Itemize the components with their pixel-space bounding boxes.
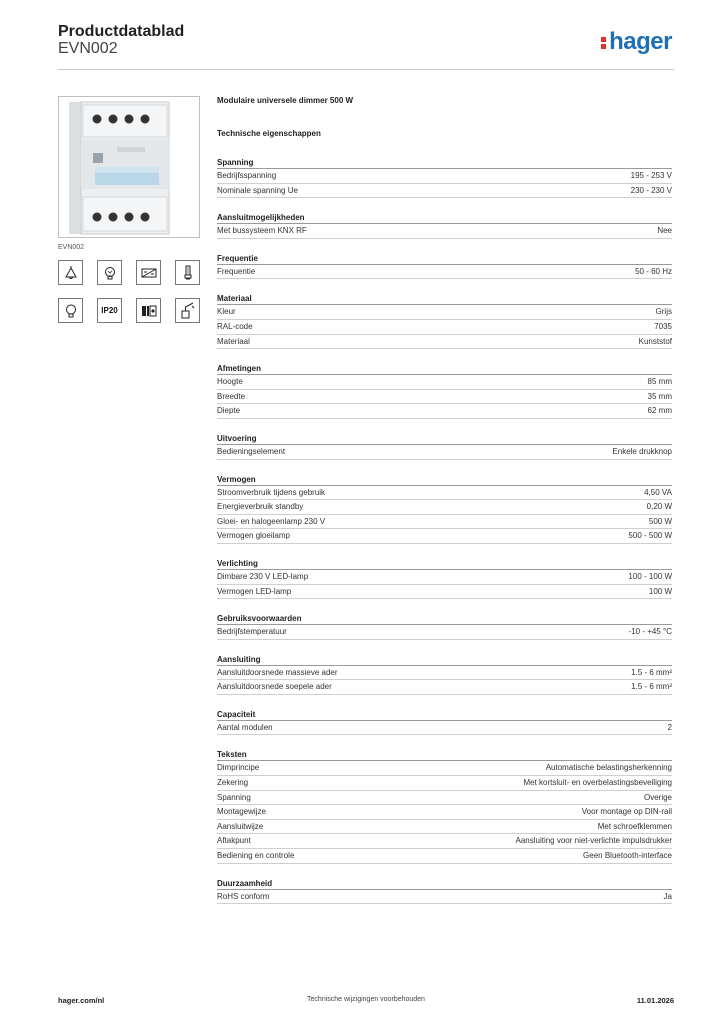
spec-value: Enkele drukknop: [612, 446, 672, 456]
section-title: Materiaal: [217, 293, 672, 305]
product-description: Modulaire universele dimmer 500 W: [217, 96, 354, 105]
section-title: Teksten: [217, 749, 672, 761]
bulb-icon: [58, 298, 83, 323]
spec-label: Breedte: [217, 391, 246, 401]
product-image: [58, 96, 200, 238]
spec-row: [217, 375, 672, 390]
spec-value: Met kortsluit- en overbelastingsbeveiliging: [523, 778, 672, 788]
spec-row: [217, 265, 672, 280]
spec-value: Aansluiting voor niet-verlichte impulsdrukker: [515, 836, 672, 846]
spec-label: Aansluitwijze: [217, 821, 264, 831]
spec-label: Zekering: [217, 778, 249, 788]
footer-website-link[interactable]: hager.com/nl: [58, 996, 105, 1005]
dimmer-module-illustration: [59, 97, 201, 239]
spec-value: 500 - 500 W: [628, 531, 672, 541]
halogen-bulb-icon: [97, 260, 122, 285]
dimmer-module-icon: [136, 298, 161, 323]
hager-logo[interactable]: [601, 28, 672, 56]
spec-label: Vermogen gloeilamp: [217, 531, 290, 541]
section-title: Vermogen: [217, 474, 672, 486]
spec-label: Aantal modulen: [217, 722, 273, 732]
section-title: Gebruiksvoorwaarden: [217, 613, 672, 625]
spec-row: [217, 445, 672, 460]
spec-value: 35 mm: [647, 391, 672, 401]
spec-value: 1.5 - 6 mm²: [631, 667, 672, 677]
spec-value: 500 W: [648, 516, 672, 526]
spec-row: [217, 776, 672, 791]
spec-value: 100 - 100 W: [628, 571, 672, 581]
spec-value: 50 - 60 Hz: [635, 266, 672, 276]
spec-label: Bedrijfstemperatuur: [217, 627, 287, 637]
spec-section: [217, 558, 672, 599]
spec-value: 2: [667, 722, 672, 732]
spec-row: [217, 721, 672, 736]
spec-label: RoHS conform: [217, 891, 270, 901]
page-footer: [58, 996, 674, 1010]
spec-label: Kleur: [217, 307, 236, 317]
spec-section: [217, 253, 672, 280]
spec-value: 62 mm: [647, 406, 672, 416]
spec-label: Bedrijfsspanning: [217, 171, 277, 180]
ip20-text: IP20: [101, 306, 118, 315]
spec-value: Grijs: [655, 307, 672, 317]
spec-value: 195 - 253 V: [630, 171, 672, 180]
spec-value: Geen Bluetooth-interface: [583, 851, 672, 861]
spec-value: Met schroefklemmen: [597, 821, 672, 831]
spec-value: Kunststof: [638, 336, 672, 346]
spec-value: Ja: [663, 891, 672, 901]
spec-section: [217, 709, 672, 736]
spec-section: [217, 749, 672, 863]
spec-label: Stroomverbruik tijdens gebruik: [217, 487, 326, 497]
spec-label: Spanning: [217, 792, 251, 802]
spec-section: [217, 878, 672, 905]
spec-row: [217, 805, 672, 820]
spec-row: [217, 515, 672, 530]
section-title: Frequentie: [217, 253, 672, 265]
push-button-icon: [175, 298, 200, 323]
spec-row: [217, 761, 672, 776]
spec-row: [217, 404, 672, 419]
spec-label: Diepte: [217, 406, 241, 416]
spec-label: Gloei- en halogeenlamp 230 V: [217, 516, 326, 526]
spec-label: Dimbare 230 V LED-lamp: [217, 571, 309, 581]
image-caption: EVN002: [58, 244, 85, 251]
spec-value: 7035: [654, 321, 672, 331]
spec-row: [217, 625, 672, 640]
spec-row: [217, 169, 672, 184]
spec-row: [217, 820, 672, 835]
spec-value: 0,20 W: [646, 502, 672, 512]
section-title: Uitvoering: [217, 433, 672, 445]
spec-section: [217, 474, 672, 544]
spec-row: [217, 834, 672, 849]
spec-label: Materiaal: [217, 336, 250, 346]
spec-label: Energieverbruik standby: [217, 502, 304, 512]
spec-label: Aftakpunt: [217, 836, 251, 846]
spec-label: Frequentie: [217, 266, 256, 276]
lamp-shade-icon: [58, 260, 83, 285]
spec-row: [217, 486, 672, 501]
spec-row: [217, 791, 672, 806]
spec-section: [217, 212, 672, 239]
ip20-label: [97, 298, 122, 323]
section-title: Aansluitmogelijkheden: [217, 212, 672, 224]
spec-value: Overige: [643, 792, 672, 802]
spec-value: 100 W: [648, 586, 672, 596]
spec-row: [217, 680, 672, 695]
spec-row: [217, 500, 672, 515]
section-title: Capaciteit: [217, 709, 672, 721]
product-code: EVN002: [58, 40, 118, 57]
spec-label: Dimprincipe: [217, 763, 260, 773]
spec-label: Met bussysteem KNX RF: [217, 226, 307, 236]
spec-value: Nee: [657, 226, 672, 236]
spec-label: Bedieningselement: [217, 446, 286, 456]
spec-value: Voor montage op DIN-rail: [581, 807, 672, 817]
page-header: [58, 20, 674, 70]
logo-mark-icon: [601, 35, 606, 50]
transformer-icon: [136, 260, 161, 285]
spec-row: [217, 320, 672, 335]
spec-row: [217, 666, 672, 681]
spec-value: -10 - +45 °C: [628, 627, 672, 637]
spec-label: Aansluitdoorsnede soepele ader: [217, 682, 332, 692]
spec-value: 4,50 VA: [644, 487, 672, 497]
section-title: Duurzaamheid: [217, 878, 672, 890]
spec-row: [217, 570, 672, 585]
section-title: Aansluiting: [217, 654, 672, 666]
footer-disclaimer: Technische wijzigingen voorbehouden: [307, 996, 425, 1003]
spec-row: [217, 224, 672, 239]
spec-value: Automatische belastingsherkenning: [545, 763, 672, 773]
spec-value: 85 mm: [647, 377, 672, 387]
section-title: Afmetingen: [217, 363, 672, 375]
spec-row: [217, 335, 672, 350]
footer-date: 11.01.2026: [636, 996, 674, 1005]
spec-row: [217, 585, 672, 600]
spec-row: [217, 184, 672, 199]
spec-label: Hoogte: [217, 377, 243, 387]
spec-section: [217, 654, 672, 695]
spec-row: [217, 305, 672, 320]
spec-row: [217, 890, 672, 905]
section-title: Verlichting: [217, 558, 672, 570]
spec-label: Aansluitdoorsnede massieve ader: [217, 667, 338, 677]
spec-label: RAL-code: [217, 321, 253, 331]
spec-value: 1.5 - 6 mm²: [631, 682, 672, 692]
spec-label: Nominale spanning Ue: [217, 185, 298, 195]
spec-section: [217, 613, 672, 640]
section-title: Spanning: [217, 157, 672, 169]
spec-label: Bediening en controle: [217, 851, 295, 861]
spec-label: Montagewijze: [217, 807, 266, 817]
spec-sections: [217, 157, 672, 904]
spec-heading: Technische eigenschappen: [217, 129, 321, 138]
logo-text: hager: [609, 28, 672, 55]
spec-row: [217, 390, 672, 405]
spec-section: [217, 293, 672, 349]
spec-row: [217, 849, 672, 864]
spec-content: [217, 96, 672, 918]
spec-section: [217, 433, 672, 460]
spec-label: Vermogen LED-lamp: [217, 586, 292, 596]
document-title: Productdatablad: [58, 23, 185, 40]
spec-value: 230 - 230 V: [630, 185, 672, 195]
spec-section: [217, 363, 672, 419]
spec-row: [217, 529, 672, 544]
led-tube-icon: [175, 260, 200, 285]
spec-section: [217, 157, 672, 198]
